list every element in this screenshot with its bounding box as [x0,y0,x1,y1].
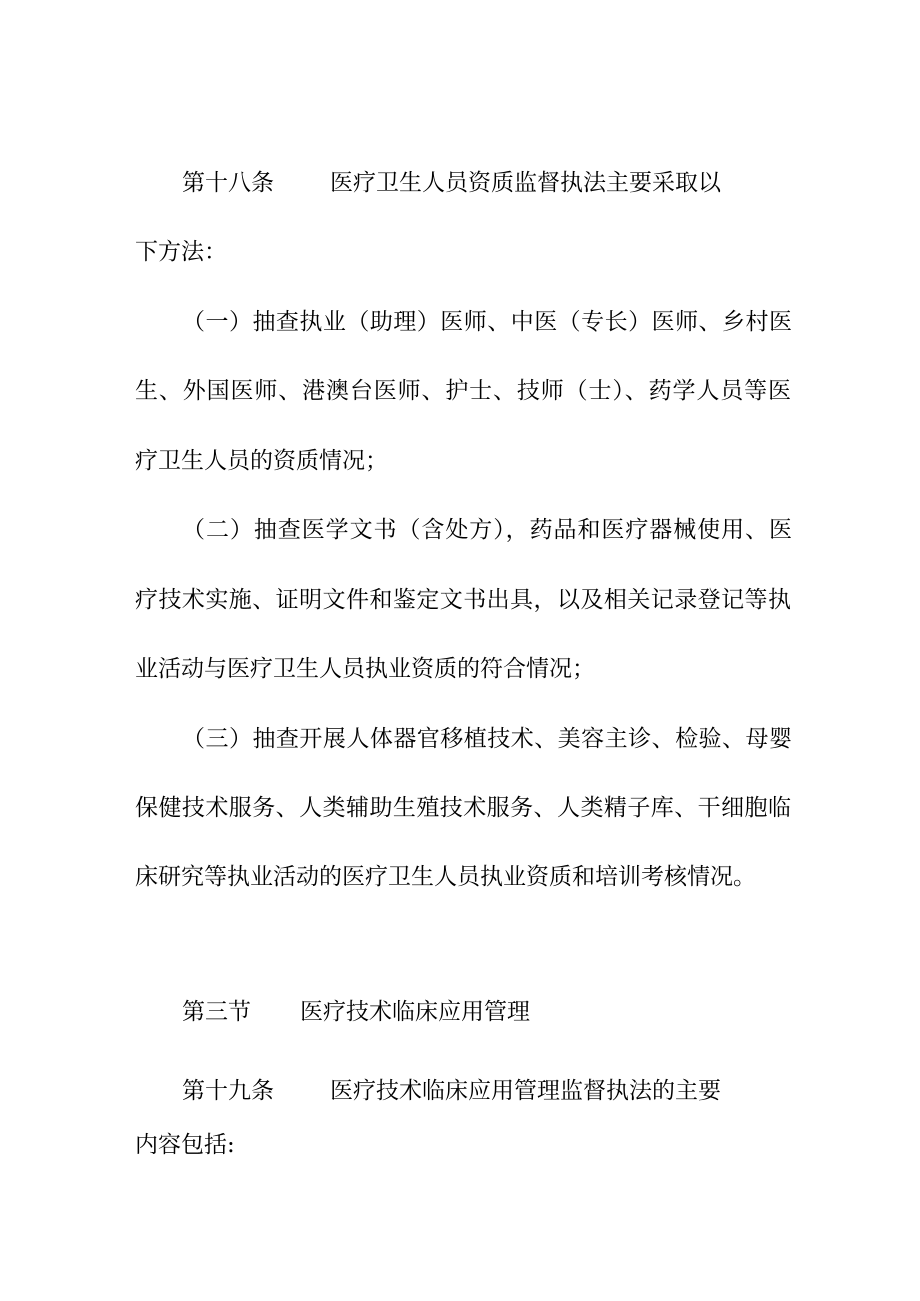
article-19-label: 第十九条 [182,1078,274,1104]
item-1-line-2: 生、外国医师、港澳台医师、护士、技师（士）、药学人员等医 [135,378,791,404]
item-1-line-3: 疗卫生人员的资质情况； [135,448,388,474]
article-19-title: 医疗技术临床应用管理监督执法的主要 [330,1078,721,1104]
item-3-line-2: 保健技术服务、人类辅助生殖技术服务、人类精子库、干细胞临 [135,795,791,821]
item-2-line-1: （二）抽查医学文书（含处方），药品和医疗器械使用、医 [182,517,792,543]
item-2-line-3: 业活动与医疗卫生人员执业资质的符合情况； [135,656,595,682]
item-1-line-1: （一）抽查执业（助理）医师、中医（专长）医师、乡村医 [182,309,792,335]
section-3-label: 第三节 [182,999,251,1025]
article-19-continuation: 内容包括: [135,1132,235,1158]
article-18-label: 第十八条 [182,170,274,196]
article-18-title: 医疗卫生人员资质监督执法主要采取以 [330,170,721,196]
article-18-continuation: 下方法： [135,239,227,265]
item-3-line-1: （三）抽查开展人体器官移植技术、美容主诊、检验、母婴 [182,726,792,752]
item-2-line-2: 疗技术实施、证明文件和鉴定文书出具，以及相关记录登记等执 [135,587,791,613]
section-3-title: 医疗技术临床应用管理 [300,999,530,1025]
item-3-line-3: 床研究等执业活动的医疗卫生人员执业资质和培训考核情况。 [135,864,756,890]
